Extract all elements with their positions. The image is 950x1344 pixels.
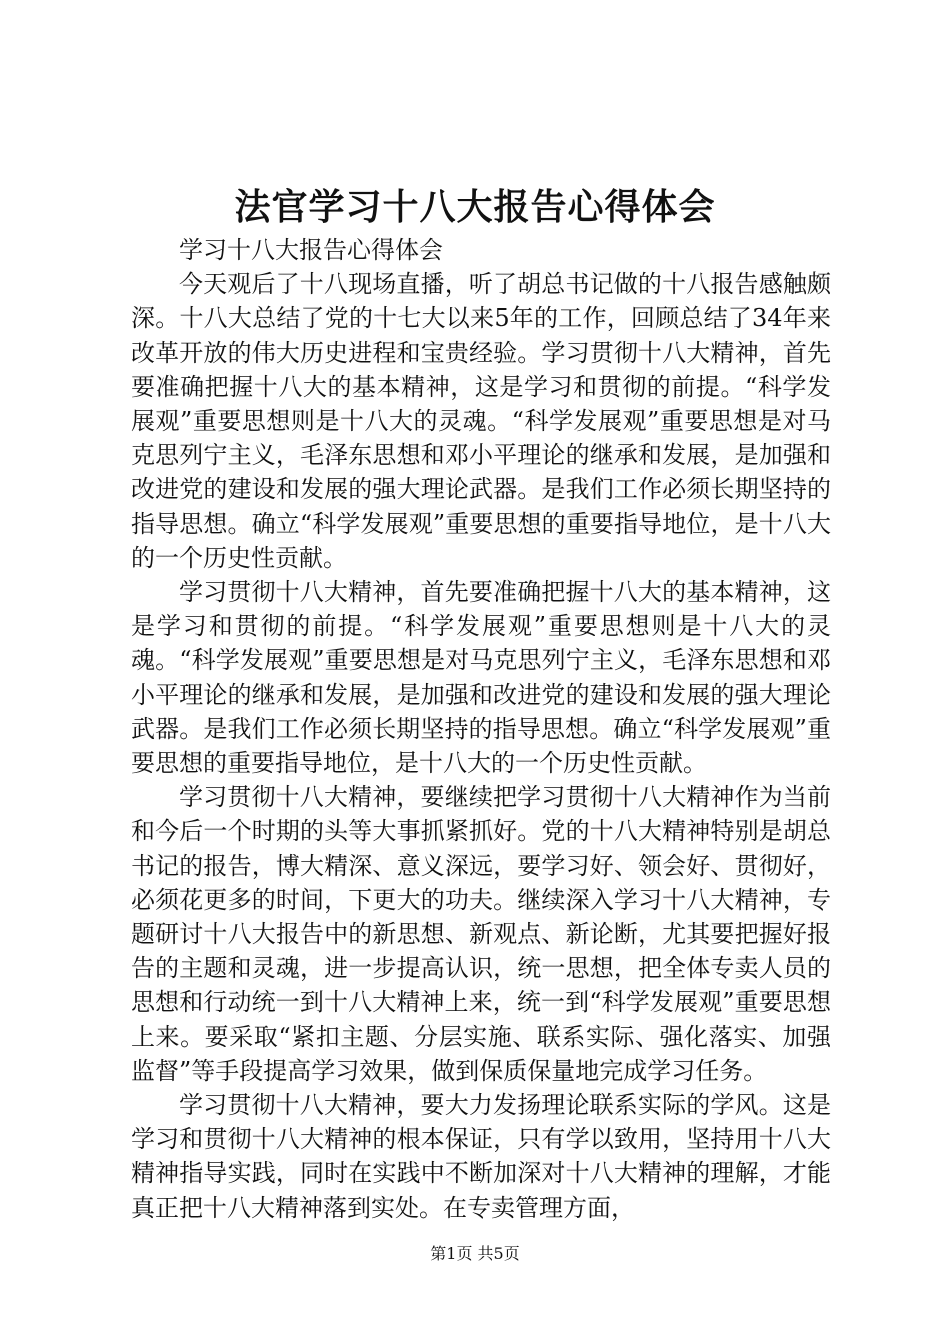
body-paragraph: 今天观后了十八现场直播，听了胡总书记做的十八报告感触颇深。十八大总结了党的十七大以来5年的工作，回顾总结了34年来改革开放的伟大历史进程和宝贵经验。学习贯彻十八大精神，首先要准确把握十八大的基本精神，这是学习和贯彻的前提。“科学发展观”重要思想则是十八大的灵魂。“科学发展观”重要思想是对马克思列宁主义，毛泽东思想和邓小平理论的继承和发展，是加强和改进党的建设和发展的强大理论武器。是我们工作必须长期坚持的指导思想。确立“科学发展观”重要思想的重要指导地位，是十八大的一个历史性贡献。: [131, 270, 831, 572]
document-title: 法官学习十八大报告心得体会: [234, 186, 716, 228]
body-paragraph: 学习贯彻十八大精神，首先要准确把握十八大的基本精神，这是学习和贯彻的前提。“科学发展观”重要思想则是十八大的灵魂。“科学发展观”重要思想是对马克思列宁主义，毛泽东思想和邓小平理论的继承和发展，是加强和改进党的建设和发展的强大理论武器。是我们工作必须长期坚持的指导思想。确立“科学发展观”重要思想的重要指导地位，是十八大的一个历史性贡献。: [131, 578, 831, 778]
body-paragraph: 学习贯彻十八大精神，要大力发扬理论联系实际的学风。这是学习和贯彻十八大精神的根本保证，只有学以致用，坚持用十八大精神指导实践，同时在实践中不断加深对十八大精神的理解，才能真正把十八大精神落到实处。在专卖管理方面，: [131, 1091, 831, 1222]
page-number-footer: 第1页 共5页: [430, 1244, 520, 1263]
document-body: [131, 233, 831, 1225]
subtitle-paragraph: 学习十八大报告心得体会: [179, 236, 443, 264]
body-paragraph: 学习贯彻十八大精神，要继续把学习贯彻十八大精神作为当前和今后一个时期的头等大事抓紧抓好。党的十八大精神特别是胡总书记的报告，博大精深、意义深远，要学习好、领会好、贯彻好，必须花更多的时间，下更大的功夫。继续深入学习十八大精神，专题研讨十八大报告中的新思想、新观点、新论断，尤其要把握好报告的主题和灵魂，进一步提高认识，统一思想，把全体专卖人员的思想和行动统一到十八大精神上来，统一到“科学发展观”重要思想上来。要采取“紧扣主题、分层实施、联系实际、强化落实、加强监督”等手段提高学习效果，做到保质保量地完成学习任务。: [131, 783, 831, 1085]
